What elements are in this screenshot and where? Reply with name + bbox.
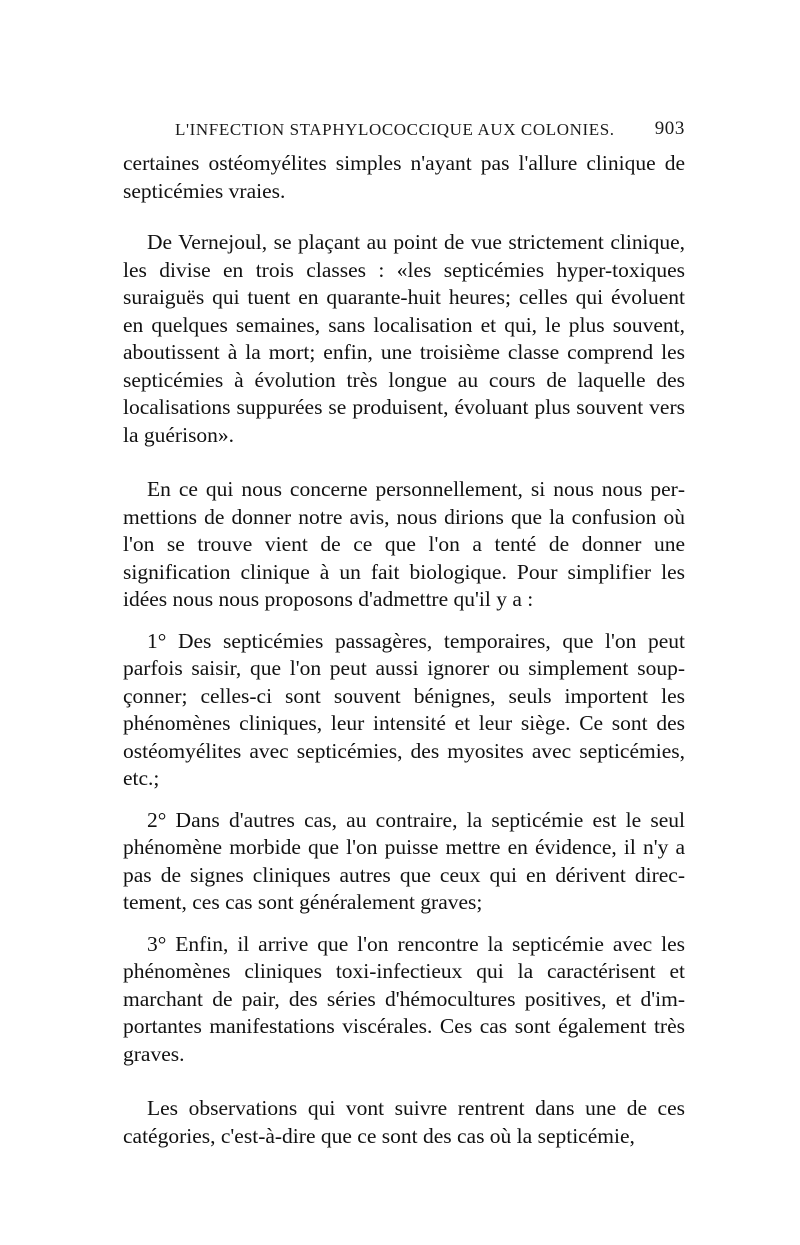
paragraph-continuation: certaines ostéomyélites simples n'ayant pas l'allure clinique de septicémies vraies. xyxy=(123,151,685,203)
list-item-2: 2° Dans d'autres cas, au contraire, la septicémie est le seul phénomène morbide que l'on puisse mettre en évidence, il n'y a pas de signes cliniques autres que ceux qui en dérivent directement, ces cas sont généralement graves; xyxy=(123,807,685,914)
list-item-3: 3° Enfin, il arrive que l'on rencontre la septicémie avec les phénomènes cliniques toxi-infectieux qui la caractérisent et marchant de pair, des séries d'hémocultures positives, et d'importantes manifestations viscérales. Ces cas sont également très graves. xyxy=(123,931,685,1066)
running-title: L'INFECTION STAPHYLOCOCCIQUE AUX COLONIES. xyxy=(175,120,615,139)
list-item-1: 1° Des septicémies passagères, temporaires, que l'on peut parfois saisir, que l'on peut aussi ignorer ou simplement soupçonner; celles-ci sont souvent bénignes, seuls importent les phénomènes cliniques, leur intensité et leur siège. Ce sont des ostéomyélites avec septicémies, des myosites avec septicémies, etc.; xyxy=(123,628,685,790)
paragraph-observations: Les observations qui vont suivre rentrent dans une de ces catégories, c'est-à-dire que ce sont des cas où la septicémie, xyxy=(123,1096,685,1148)
body-text xyxy=(123,150,685,1150)
page-number: 903 xyxy=(654,118,685,139)
paragraph-opinion: En ce qui nous concerne personnellement, si nous nous permettions de donner notre avis, nous dirions que la confusion où l'on se trouve vient de ce que l'on a tenté de donner une signification clinique à un fait biologique. Pour simplifier les idées nous nous proposons d'admettre qu'il y a : xyxy=(123,477,685,611)
paragraph-vernejoul: De Vernejoul, se plaçant au point de vue strictement clinique, les divise en trois classes : «les septicémies hyper-toxiques suraiguës qui tuent en quarante-huit heures; celles qui évoluent en quelques semaines, sans localisation et qui, le plus souvent, aboutissent à la mort; enfin, une troisième classe comprend les septicémies à évolution très longue au cours de laquelle des localisations suppurées se produisent, évoluant plus souvent vers la guérison». xyxy=(123,230,685,447)
running-header xyxy=(175,118,685,146)
